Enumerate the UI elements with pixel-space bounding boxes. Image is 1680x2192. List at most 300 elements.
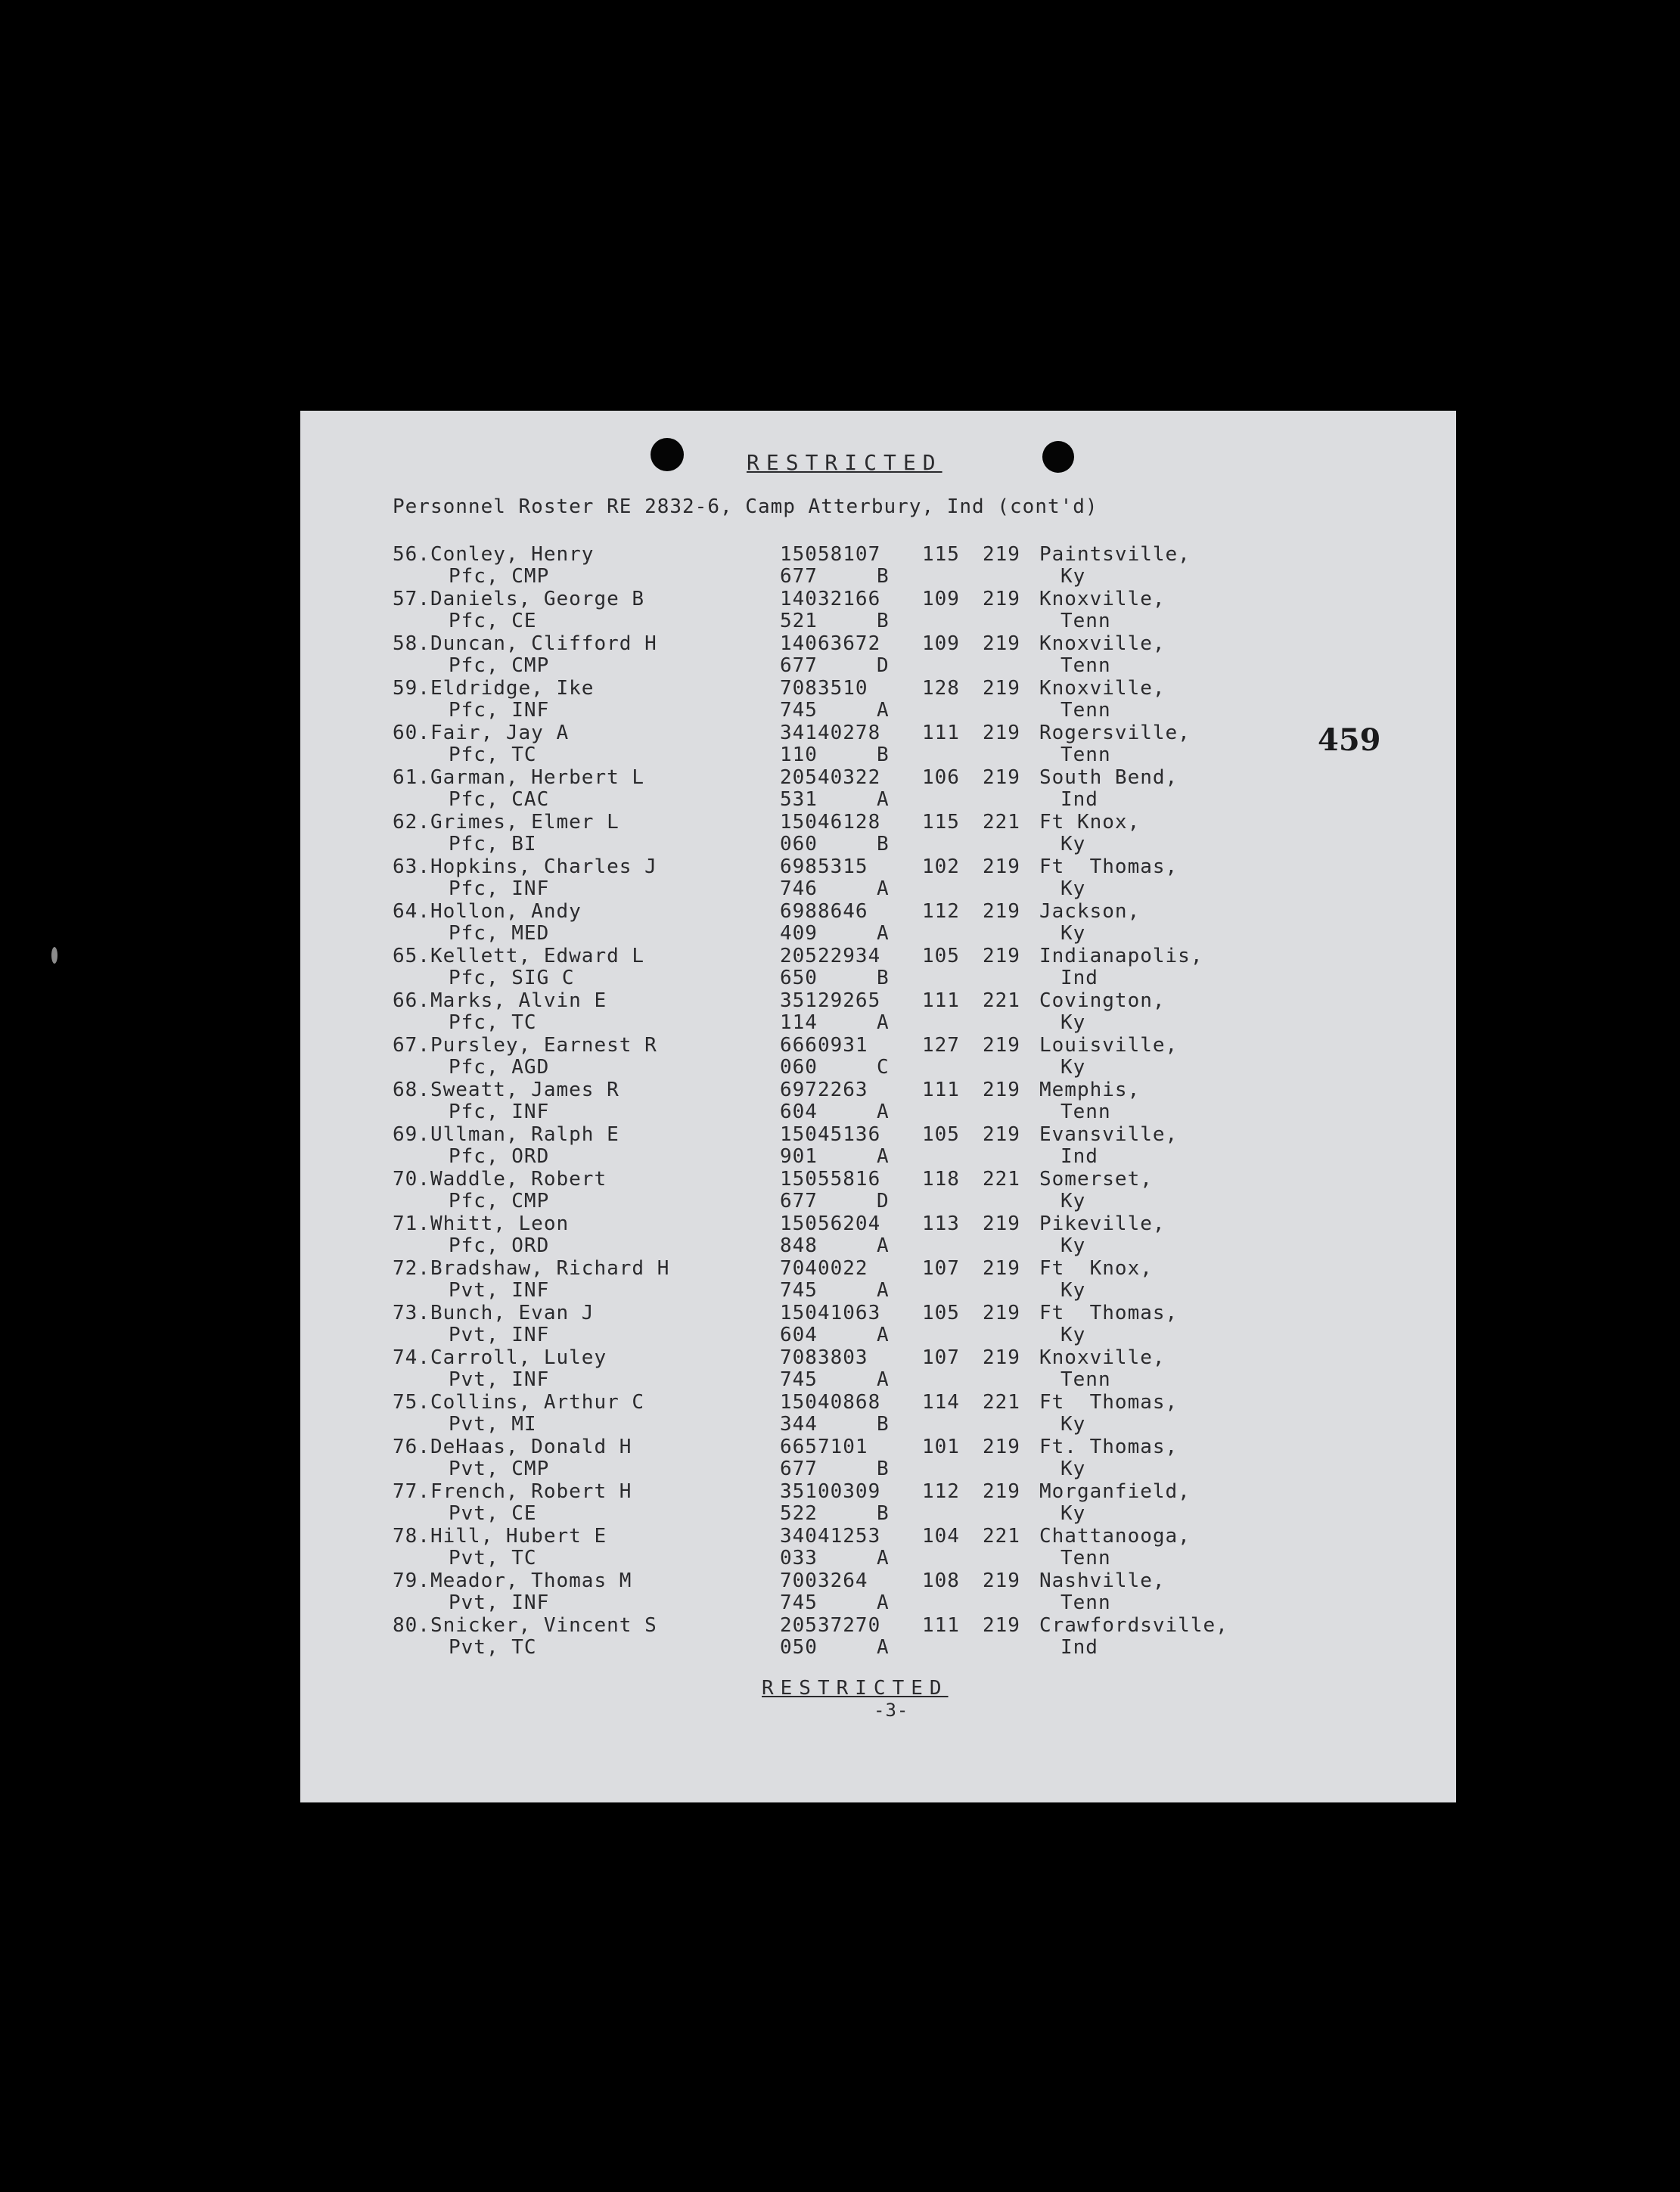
entry-grade: D [877,654,890,677]
roster-entry-line-2 [393,1503,1421,1525]
entry-rank-branch: Pfc, ORD [449,1145,550,1168]
entry-grade: A [877,1279,890,1302]
entry-serial-number: 14032166 [780,588,881,610]
roster-entry-line-1 [393,1124,1421,1146]
entry-grade: A [877,1234,890,1257]
entry-grade: A [877,788,890,811]
roster-entry [393,1615,1421,1660]
roster-entry-line-2 [393,1637,1421,1659]
entry-mos: 677 [780,1190,818,1212]
entry-rank-branch: Pfc, CMP [449,1190,550,1212]
entry-serial-number: 20522934 [780,945,881,967]
entry-city: Knoxville, [1039,632,1166,655]
entry-city: Rogersville, [1039,722,1191,744]
entry-name: 56.Conley, Henry [393,543,595,566]
entry-serial-number: 34140278 [780,722,881,744]
roster-entry-line-2 [393,789,1421,811]
roster-entry [393,588,1421,633]
entry-mos: 650 [780,967,818,989]
entry-name: 66.Marks, Alvin E [393,989,607,1012]
entry-grade: A [877,1101,890,1123]
entry-code-b: 219 [983,1123,1020,1146]
entry-grade: A [877,1368,890,1391]
roster-entry-line-2 [393,744,1421,766]
entry-grade: A [877,1591,890,1614]
roster-entry-line-1 [393,678,1421,700]
roster-entry-line-2 [393,967,1421,989]
entry-mos: 677 [780,565,818,588]
entry-grade: A [877,1011,890,1034]
entry-rank-branch: Pvt, CE [449,1502,537,1525]
entry-rank-branch: Pvt, INF [449,1591,550,1614]
roster-entry [393,1079,1421,1124]
entry-grade: A [877,699,890,722]
entry-serial-number: 6660931 [780,1034,868,1057]
entry-code-a: 101 [922,1436,960,1458]
entry-mos: 060 [780,833,818,855]
entry-mos: 677 [780,1458,818,1480]
entry-state: Tenn [1060,1547,1111,1569]
entry-name: 77.French, Robert H [393,1480,632,1503]
entry-code-a: 105 [922,1302,960,1324]
entry-code-a: 113 [922,1212,960,1235]
entry-rank-branch: Pfc, INF [449,877,550,900]
entry-code-a: 107 [922,1257,960,1280]
entry-state: Tenn [1060,1101,1111,1123]
entry-mos: 604 [780,1324,818,1346]
entry-code-a: 107 [922,1346,960,1369]
entry-serial-number: 6972263 [780,1079,868,1101]
entry-code-a: 114 [922,1391,960,1414]
entry-name: 75.Collins, Arthur C [393,1391,645,1414]
entry-mos: 521 [780,610,818,632]
entry-city: Memphis, [1039,1079,1141,1101]
entry-mos: 531 [780,788,818,811]
entry-mos: 110 [780,744,818,766]
roster-entry [393,812,1421,856]
entry-code-b: 219 [983,945,1020,967]
roster-entry-line-2 [393,1414,1421,1436]
entry-code-b: 219 [983,1034,1020,1057]
roster-entry-line-2 [393,1146,1421,1168]
roster-entry-line-2 [393,1280,1421,1302]
roster-entry-line-2 [393,566,1421,588]
entry-code-b: 221 [983,1168,1020,1191]
roster-entry [393,1124,1421,1169]
entry-rank-branch: Pvt, INF [449,1368,550,1391]
roster-entry [393,722,1421,767]
entry-city: Ft Thomas, [1039,1302,1178,1324]
entry-code-b: 219 [983,1569,1020,1592]
entry-name: 80.Snicker, Vincent S [393,1614,657,1637]
entry-name: 60.Fair, Jay A [393,722,570,744]
roster-entry-line-1 [393,1570,1421,1592]
roster-entry [393,1347,1421,1392]
entry-mos: 060 [780,1056,818,1079]
roster-entry-line-1 [393,1213,1421,1235]
entry-mos: 033 [780,1547,818,1569]
roster-entry-line-2 [393,1012,1421,1034]
entry-code-a: 112 [922,1480,960,1503]
entry-name: 68.Sweatt, James R [393,1079,620,1101]
entry-serial-number: 20540322 [780,766,881,789]
entry-code-a: 111 [922,1614,960,1637]
roster-entry [393,1169,1421,1213]
entry-rank-branch: Pfc, INF [449,699,550,722]
roster-entry-line-1 [393,1169,1421,1191]
entry-rank-branch: Pvt, INF [449,1279,550,1302]
entry-code-a: 112 [922,900,960,923]
entry-code-b: 221 [983,1525,1020,1548]
roster-entry-line-2 [393,878,1421,900]
roster-entry [393,945,1421,990]
roster-entry [393,1302,1421,1347]
roster-entry-line-1 [393,990,1421,1012]
roster-entry [393,678,1421,722]
roster-entry-line-1 [393,722,1421,744]
entry-grade: A [877,922,890,945]
entry-name: 74.Carroll, Luley [393,1346,607,1369]
entry-serial-number: 15055816 [780,1168,881,1191]
entry-code-a: 128 [922,677,960,700]
entry-grade: D [877,1190,890,1212]
entry-rank-branch: Pvt, TC [449,1636,537,1659]
entry-rank-branch: Pfc, CMP [449,654,550,677]
entry-serial-number: 7040022 [780,1257,868,1280]
roster-entry [393,856,1421,901]
entry-rank-branch: Pvt, INF [449,1324,550,1346]
entry-state: Ky [1060,1234,1086,1257]
entry-code-b: 219 [983,632,1020,655]
entry-state: Ind [1060,1636,1098,1659]
entry-serial-number: 20537270 [780,1614,881,1637]
roster-entry-line-1 [393,1392,1421,1414]
roster-entry [393,1258,1421,1302]
roster-entry-line-2 [393,610,1421,632]
roster-entry-line-2 [393,1458,1421,1480]
entry-city: Pikeville, [1039,1212,1166,1235]
punch-hole-right [1042,441,1074,473]
entry-code-b: 221 [983,989,1020,1012]
entry-code-a: 115 [922,811,960,834]
entry-name: 73.Bunch, Evan J [393,1302,595,1324]
entry-city: Knoxville, [1039,588,1166,610]
entry-name: 63.Hopkins, Charles J [393,855,657,878]
entry-mos: 746 [780,877,818,900]
roster-entry-line-1 [393,1258,1421,1280]
entry-grade: A [877,1547,890,1569]
entry-rank-branch: Pfc, TC [449,744,537,766]
roster-entry [393,1481,1421,1526]
entry-city: Ft Thomas, [1039,1391,1178,1414]
roster-entry-line-2 [393,1592,1421,1614]
entry-rank-branch: Pfc, CE [449,610,537,632]
roster-entry-line-2 [393,1548,1421,1569]
entry-rank-branch: Pfc, SIG C [449,967,575,989]
entry-code-a: 109 [922,588,960,610]
entry-state: Ky [1060,1413,1086,1436]
entry-serial-number: 34041253 [780,1525,881,1548]
entry-serial-number: 6988646 [780,900,868,923]
entry-code-b: 219 [983,855,1020,878]
entry-serial-number: 15046128 [780,811,881,834]
entry-name: 62.Grimes, Elmer L [393,811,620,834]
entry-mos: 604 [780,1101,818,1123]
entry-code-b: 219 [983,588,1020,610]
roster-entry-line-2 [393,1191,1421,1212]
punch-hole-left [651,438,684,471]
roster-entry-line-1 [393,767,1421,789]
entry-code-a: 118 [922,1168,960,1191]
entry-code-b: 219 [983,1257,1020,1280]
entry-code-a: 106 [922,766,960,789]
entry-code-b: 219 [983,1480,1020,1503]
document-page [300,411,1456,1802]
entry-city: Nashville, [1039,1569,1166,1592]
roster-entry-line-2 [393,655,1421,677]
entry-code-a: 127 [922,1034,960,1057]
entry-city: Ft Thomas, [1039,855,1178,878]
entry-code-a: 108 [922,1569,960,1592]
entry-rank-branch: Pvt, TC [449,1547,537,1569]
entry-state: Ky [1060,833,1086,855]
entry-serial-number: 35129265 [780,989,881,1012]
entry-code-a: 104 [922,1525,960,1548]
entry-code-a: 111 [922,1079,960,1101]
roster-entry [393,1213,1421,1258]
entry-code-b: 219 [983,1436,1020,1458]
entry-code-b: 219 [983,766,1020,789]
entry-name: 61.Garman, Herbert L [393,766,645,789]
roster-entry [393,901,1421,945]
entry-serial-number: 15040868 [780,1391,881,1414]
entry-city: Jackson, [1039,900,1141,923]
entry-mos: 050 [780,1636,818,1659]
entry-city: Morganfield, [1039,1480,1191,1503]
entry-name: 70.Waddle, Robert [393,1168,607,1191]
entry-state: Ky [1060,1011,1086,1034]
entry-serial-number: 14063672 [780,632,881,655]
film-speck [51,947,57,964]
roster-entry-line-1 [393,1436,1421,1458]
entry-serial-number: 15041063 [780,1302,881,1324]
entry-name: 69.Ullman, Ralph E [393,1123,620,1146]
entry-rank-branch: Pfc, BI [449,833,537,855]
entry-code-b: 219 [983,1614,1020,1637]
entry-grade: B [877,1413,890,1436]
footer-restricted-label: RESTRICTED [762,1677,949,1700]
entry-mos: 409 [780,922,818,945]
header-restricted-label: RESTRICTED [747,450,942,475]
entry-city: Indianapolis, [1039,945,1203,967]
entry-city: Covington, [1039,989,1166,1012]
entry-city: Knoxville, [1039,677,1166,700]
entry-state: Tenn [1060,744,1111,766]
entry-rank-branch: Pfc, TC [449,1011,537,1034]
entry-state: Ky [1060,877,1086,900]
entry-mos: 745 [780,699,818,722]
entry-state: Ky [1060,1190,1086,1212]
entry-city: Knoxville, [1039,1346,1166,1369]
roster-entry-line-1 [393,1079,1421,1101]
entry-state: Ky [1060,922,1086,945]
roster-entry [393,1526,1421,1570]
entry-city: South Bend, [1039,766,1178,789]
roster-entry-line-1 [393,1615,1421,1637]
entry-grade: A [877,1145,890,1168]
roster-entry-line-1 [393,1526,1421,1548]
roster-entry-line-1 [393,812,1421,834]
entry-state: Ky [1060,1324,1086,1346]
roster-entry-line-1 [393,856,1421,878]
entry-state: Ind [1060,788,1098,811]
entry-state: Ky [1060,1502,1086,1525]
entry-rank-branch: Pfc, INF [449,1101,550,1123]
entry-name: 57.Daniels, George B [393,588,645,610]
entry-state: Ind [1060,967,1098,989]
entry-rank-branch: Pfc, CMP [449,565,550,588]
entry-serial-number: 7003264 [780,1569,868,1592]
roster-entry-line-2 [393,923,1421,945]
roster-entry [393,767,1421,812]
roster-entry-line-2 [393,1235,1421,1257]
entry-grade: B [877,610,890,632]
entry-city: Paintsville, [1039,543,1191,566]
entry-rank-branch: Pvt, MI [449,1413,537,1436]
entry-name: 78.Hill, Hubert E [393,1525,607,1548]
entry-serial-number: 6985315 [780,855,868,878]
entry-code-b: 219 [983,1079,1020,1101]
entry-code-b: 219 [983,900,1020,923]
roster-entry-line-2 [393,1369,1421,1391]
entry-mos: 901 [780,1145,818,1168]
entry-city: Ft Knox, [1039,811,1141,834]
entry-code-b: 219 [983,722,1020,744]
entry-code-a: 115 [922,543,960,566]
entry-city: Evansville, [1039,1123,1178,1146]
entry-mos: 677 [780,654,818,677]
entry-code-b: 219 [983,1302,1020,1324]
entry-grade: B [877,744,890,766]
entry-state: Tenn [1060,1591,1111,1614]
entry-grade: A [877,877,890,900]
roster-entry-line-1 [393,901,1421,923]
entry-city: Chattanooga, [1039,1525,1191,1548]
entry-serial-number: 15056204 [780,1212,881,1235]
entry-rank-branch: Pfc, MED [449,922,550,945]
entry-city: Ft. Thomas, [1039,1436,1178,1458]
roster-entry-line-1 [393,1347,1421,1369]
roster-entry-line-2 [393,1101,1421,1123]
entry-state: Ky [1060,1279,1086,1302]
entry-grade: A [877,1636,890,1659]
entry-serial-number: 15058107 [780,543,881,566]
roster-entry [393,1035,1421,1079]
entry-state: Ky [1060,565,1086,588]
entry-state: Ind [1060,1145,1098,1168]
entry-state: Tenn [1060,699,1111,722]
roster-entry-line-2 [393,834,1421,855]
entry-name: 64.Hollon, Andy [393,900,582,923]
entry-mos: 745 [780,1279,818,1302]
entry-grade: B [877,833,890,855]
roster-entry-line-2 [393,1057,1421,1079]
entry-mos: 745 [780,1368,818,1391]
entry-name: 67.Pursley, Earnest R [393,1034,657,1057]
entry-state: Tenn [1060,1368,1111,1391]
roster-entry-line-1 [393,633,1421,655]
roster-title: Personnel Roster RE 2832-6, Camp Atterbury, Ind (cont'd) [393,495,1098,518]
entry-state: Ky [1060,1056,1086,1079]
entry-serial-number: 15045136 [780,1123,881,1146]
page-number: -3- [874,1700,909,1721]
entry-code-a: 105 [922,1123,960,1146]
entry-city: Somerset, [1039,1168,1153,1191]
roster-entry [393,1392,1421,1436]
entry-rank-branch: Pfc, CAC [449,788,550,811]
entry-code-b: 221 [983,1391,1020,1414]
entry-state: Tenn [1060,610,1111,632]
entry-serial-number: 35100309 [780,1480,881,1503]
entry-name: 71.Whitt, Leon [393,1212,570,1235]
entry-rank-branch: Pfc, AGD [449,1056,550,1079]
roster-entry [393,1570,1421,1615]
entry-grade: C [877,1056,890,1079]
roster-entry-line-2 [393,700,1421,722]
roster-entry-line-1 [393,588,1421,610]
entry-grade: B [877,967,890,989]
entry-code-a: 105 [922,945,960,967]
stamp-number: 459 [1318,722,1381,758]
entry-rank-branch: Pvt, CMP [449,1458,550,1480]
entry-mos: 114 [780,1011,818,1034]
entry-serial-number: 7083510 [780,677,868,700]
roster-entry [393,633,1421,678]
entry-grade: A [877,1324,890,1346]
roster-entry-line-1 [393,1302,1421,1324]
roster-entries [393,544,1421,1660]
entry-mos: 745 [780,1591,818,1614]
entry-serial-number: 6657101 [780,1436,868,1458]
entry-rank-branch: Pfc, ORD [449,1234,550,1257]
entry-serial-number: 7083803 [780,1346,868,1369]
entry-code-b: 219 [983,1346,1020,1369]
entry-name: 59.Eldridge, Ike [393,677,595,700]
roster-entry-line-2 [393,1324,1421,1346]
entry-code-a: 102 [922,855,960,878]
entry-code-a: 111 [922,989,960,1012]
entry-code-b: 219 [983,543,1020,566]
roster-entry-line-1 [393,544,1421,566]
entry-mos: 522 [780,1502,818,1525]
entry-name: 72.Bradshaw, Richard H [393,1257,670,1280]
entry-mos: 344 [780,1413,818,1436]
entry-name: 79.Meador, Thomas M [393,1569,632,1592]
entry-name: 58.Duncan, Clifford H [393,632,657,655]
entry-state: Tenn [1060,654,1111,677]
entry-code-b: 219 [983,1212,1020,1235]
roster-entry [393,1436,1421,1481]
roster-entry-line-1 [393,945,1421,967]
entry-state: Ky [1060,1458,1086,1480]
roster-entry [393,990,1421,1035]
entry-grade: B [877,565,890,588]
roster-entry-line-1 [393,1035,1421,1057]
entry-name: 76.DeHaas, Donald H [393,1436,632,1458]
entry-grade: B [877,1502,890,1525]
entry-code-a: 109 [922,632,960,655]
entry-city: Crawfordsville, [1039,1614,1228,1637]
